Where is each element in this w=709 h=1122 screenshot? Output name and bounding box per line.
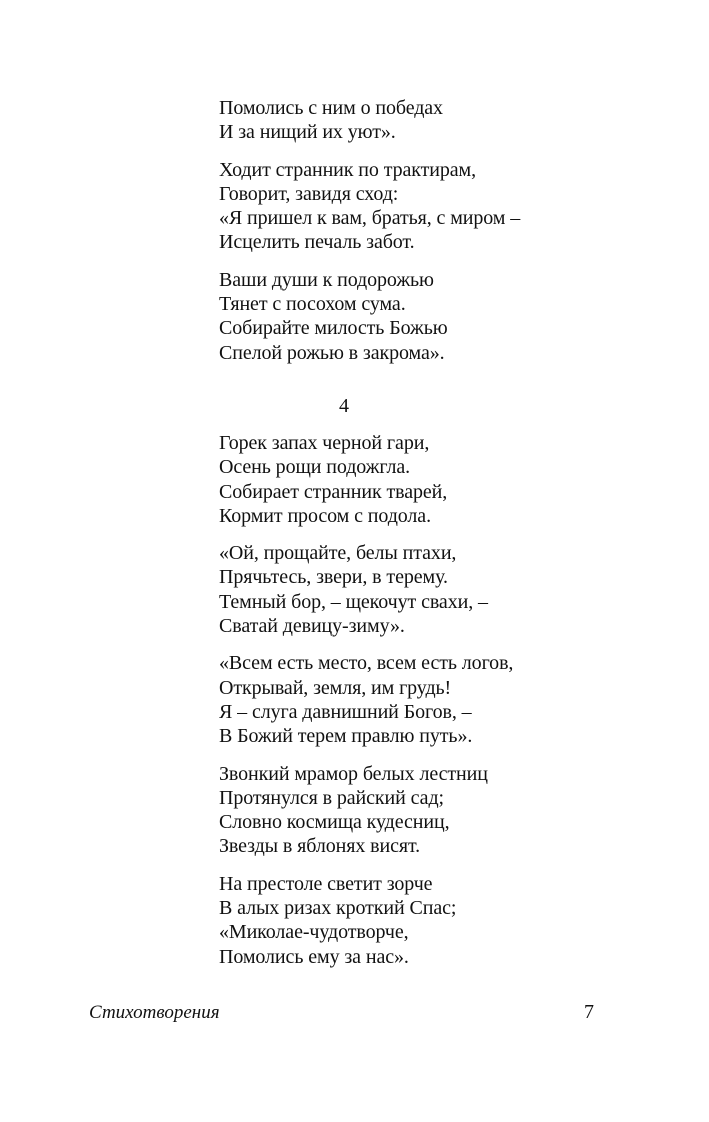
poem-line: Сватай девицу-зиму». [219,615,405,638]
poem-line: Собирайте милость Божью [219,317,448,340]
stanza [219,651,659,748]
stanza [219,431,659,528]
stanza [219,158,659,255]
poem-line: В Божий терем правлю путь». [219,725,473,748]
poem-line: Собирает странник тварей, [219,480,448,503]
poem-line: Исцелить печаль забот. [219,231,415,254]
poem-line: «Миколае-чудотворче, [219,921,409,944]
poem-line: «Я пришел к вам, братья, с миром – [219,207,521,230]
poem-line: Говорит, завидя сход: [219,182,399,205]
running-title: Стихотворения [89,1002,220,1023]
poem-line: В алых ризах кроткий Спас; [219,897,457,920]
stanza [219,541,659,638]
section-number: 4 [339,394,349,417]
poem-line: «Всем есть место, всем есть логов, [219,652,514,675]
poem-line: Звонкий мрамор белых лестниц [219,762,488,785]
poem-line: Словно космища кудесниц, [219,811,450,834]
poem-line: Ходит странник по трактирам, [219,158,476,181]
stanza [219,872,659,969]
poem-line: Темный бор, – щекочут свахи, – [219,590,488,613]
poem-line: Я – слуга давнишний Богов, – [219,700,472,723]
poem-line: Осень рощи подожгла. [219,456,411,479]
stanza [219,762,659,859]
poem-line: На престоле светит зорче [219,872,433,895]
poem-line: Звезды в яблонях висят. [219,835,420,858]
stanza [219,96,659,145]
poem-line: Тянет с посохом сума. [219,293,406,316]
poem-line: И за нищий их уют». [219,121,396,144]
poem-line: Протянулся в райский сад; [219,786,444,809]
poem-line: Кормит просом с подола. [219,504,431,527]
poem-line: Спелой рожью в закрома». [219,341,445,364]
poem-line: Помолись с ним о победах [219,97,443,119]
poem-line: Помолись ему за нас». [219,945,409,968]
poem-line: Ваши души к подорожью [219,268,434,291]
poem-text [219,96,659,969]
poem-line: «Ой, прощайте, белы птахи, [219,542,457,565]
poem-line: Открывай, земля, им грудь! [219,676,452,699]
poem-line: Горек запах черной гари, [219,431,430,454]
poem-line: Прячьтесь, звери, в терему. [219,566,448,589]
stanza [219,268,659,365]
page-number: 7 [584,1001,594,1023]
